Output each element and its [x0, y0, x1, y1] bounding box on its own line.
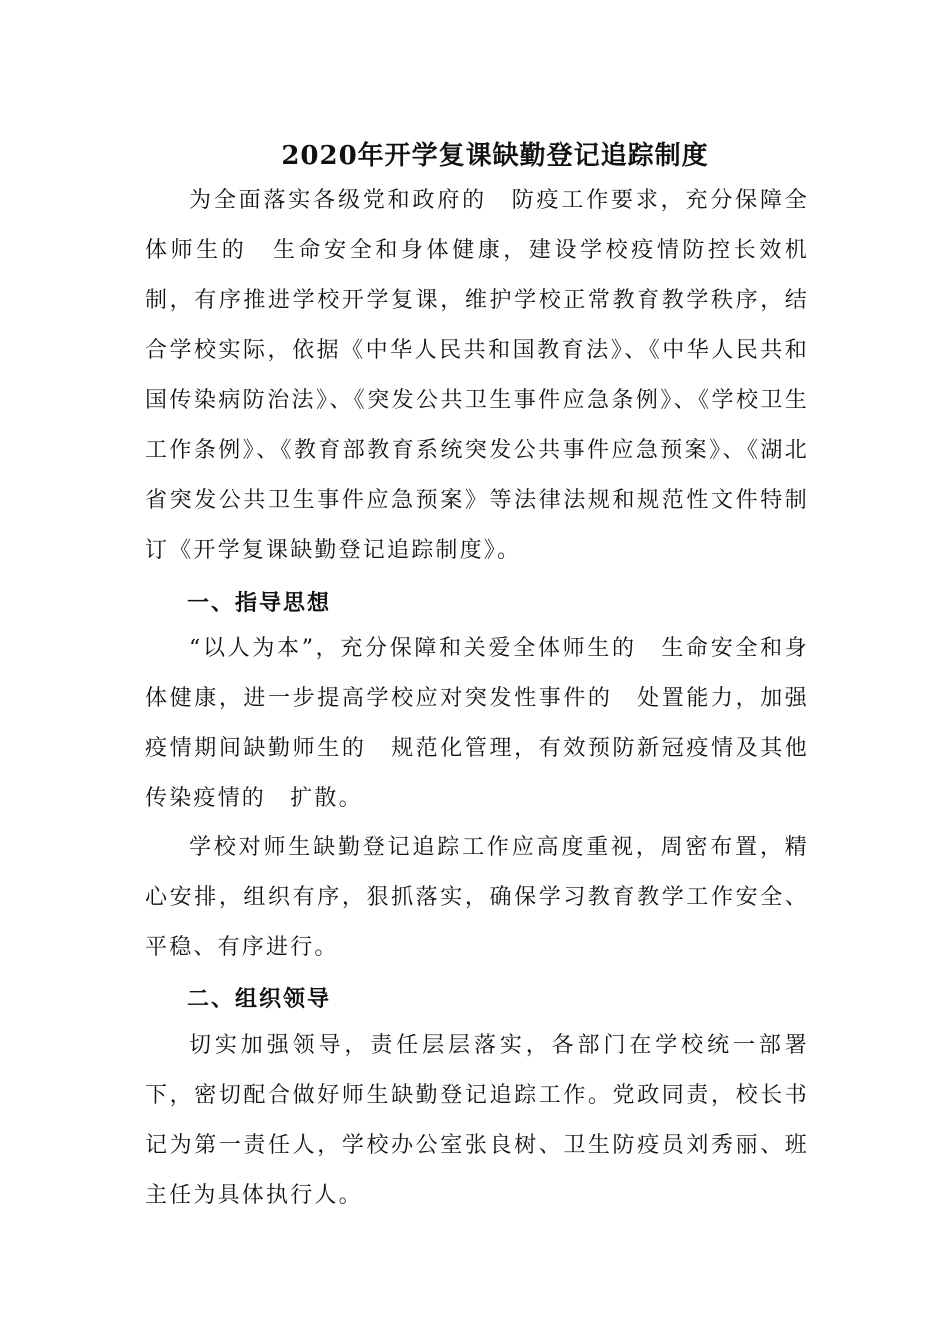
section-heading-organization-leadership: 二、组织领导 [187, 986, 332, 1012]
guiding-ideology-paragraph-2: 学校对师生缺勤登记追踪工作应高度重视，周密布置，精心安排，组织有序，狠抓落实，确保学习教育教学工作安全、平稳、有序进行。 [145, 835, 809, 960]
section-heading-guiding-ideology: 一、指导思想 [187, 590, 332, 616]
document-title: 2020年开学复课缺勤登记追踪制度 [281, 141, 709, 171]
intro-paragraph: 为全面落实各级党和政府的 防疫工作要求，充分保障全体师生的 生命安全和身体健康，建设学校疫情防控长效机制，有序推进学校开学复课，维护学校正常教育教学秩序，结合学校实际，依据《中华人民共和国教育法》、《中华人民共和国传染病防治法》、《突发公共卫生事件应急条例》、《学校卫生工作条例》、《教育部教育系统突发公共事件应急预案》、《湖北省突发公共卫生事件应急预案》等法律法规和规范性文件特制订《开学复课缺勤登记追踪制度》。 [145, 188, 809, 563]
guiding-ideology-paragraph-1: “以人为本”，充分保障和关爱全体师生的 生命安全和身体健康，进一步提高学校应对突发性事件的 处置能力，加强疫情期间缺勤师生的 规范化管理，有效预防新冠疫情及其他传染疫情的 扩散。 [145, 636, 809, 811]
organization-leadership-paragraph: 切实加强领导，责任层层落实，各部门在学校统一部署下，密切配合做好师生缺勤登记追踪工作。党政同责，校长书记为第一责任人，学校办公室张良树、卫生防疫员刘秀丽、班主任为具体执行人。 [145, 1033, 809, 1208]
